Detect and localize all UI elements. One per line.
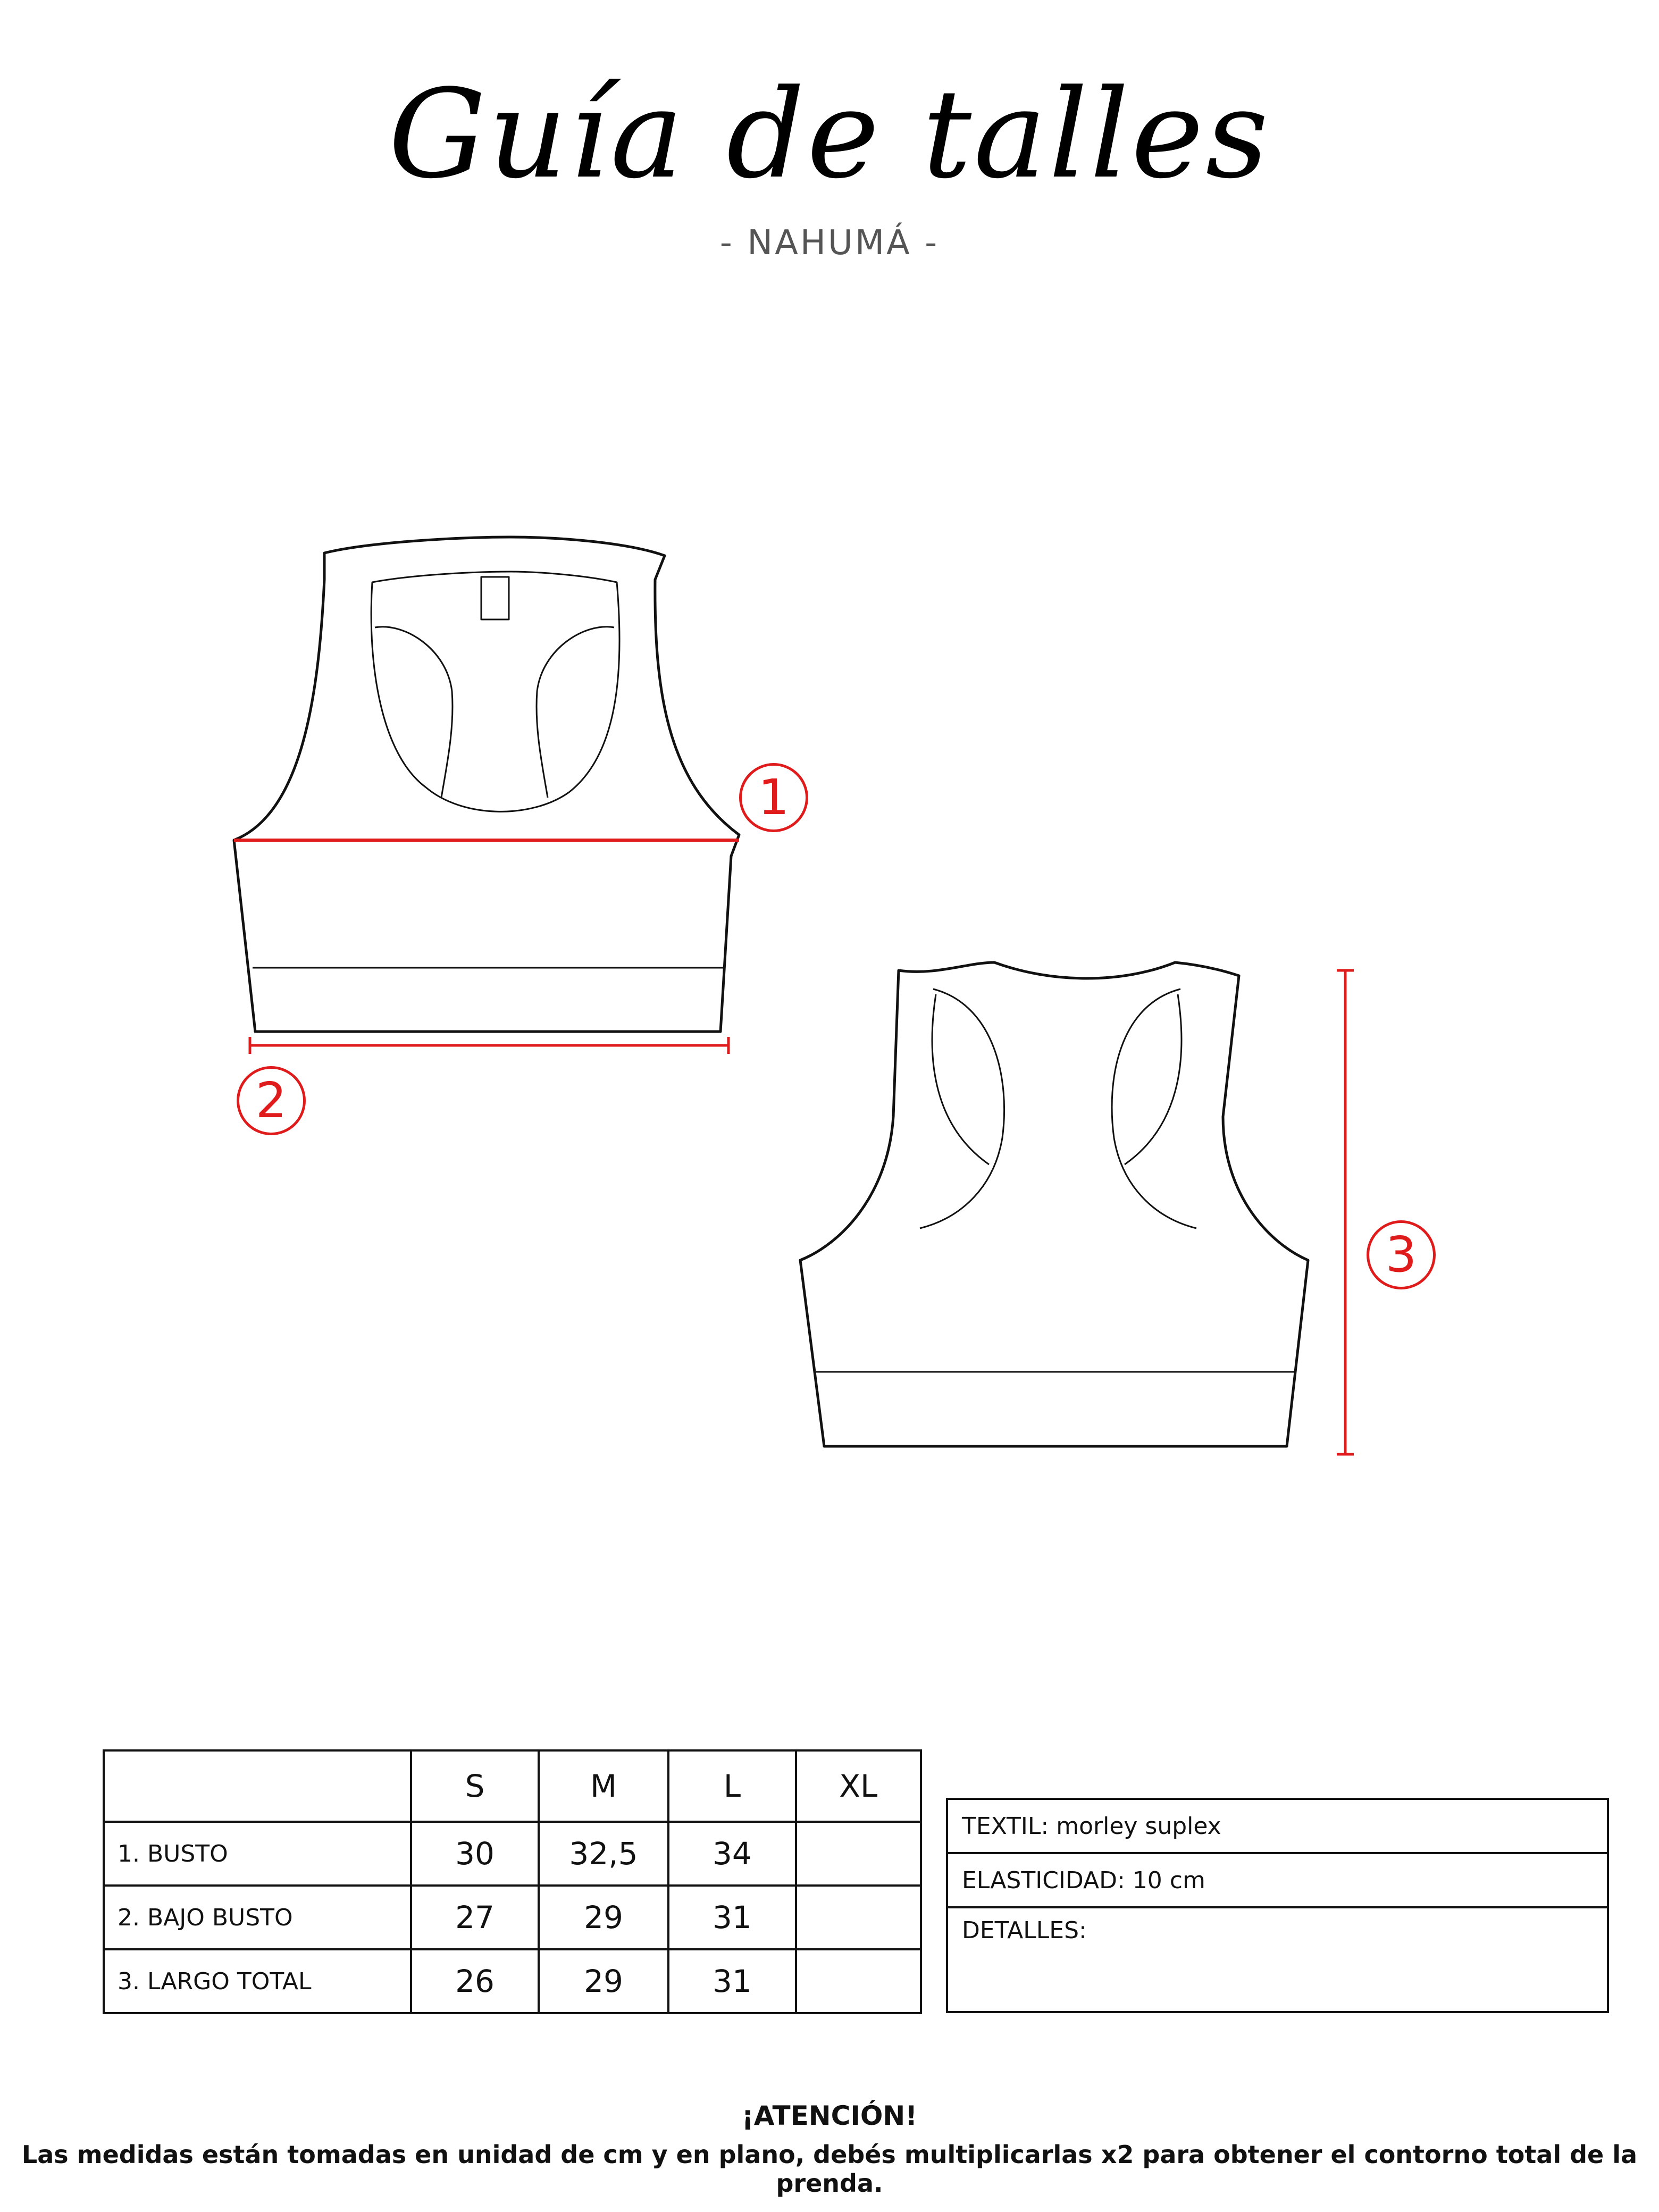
header-cell-blank [104, 1750, 411, 1822]
detalles-info: DETALLES: [947, 1907, 1608, 2012]
brand-subtitle: - NAHUMÁ - [719, 223, 940, 263]
notice-title: ¡ATENCIÓN! [741, 2100, 918, 2131]
cell-value: 34 [668, 1822, 795, 1886]
table-row [947, 1907, 1608, 2012]
cell-value: 30 [411, 1822, 538, 1886]
row-label: 2. BAJO BUSTO [104, 1886, 411, 1949]
front-top-drawing [234, 537, 739, 1032]
size-table [103, 1749, 922, 2014]
cell-value: 31 [668, 1886, 795, 1949]
header-cell-l: L [668, 1750, 795, 1822]
textil-info: TEXTIL: morley suplex [947, 1799, 1608, 1853]
table-row [104, 1886, 921, 1949]
row-label: 3. LARGO TOTAL [104, 1949, 411, 2013]
cell-value: 32,5 [539, 1822, 669, 1886]
underbust-measure-line [250, 1037, 728, 1054]
table-row [947, 1799, 1608, 1853]
length-marker: 3 [1367, 1220, 1436, 1289]
cell-value [796, 1886, 921, 1949]
header-cell-m: M [539, 1750, 669, 1822]
back-top-drawing [800, 962, 1308, 1446]
cell-value: 31 [668, 1949, 795, 2013]
fabric-info-table [946, 1798, 1609, 2013]
page-title: Guía de talles [388, 64, 1271, 206]
size-header-row [104, 1750, 921, 1822]
table-row [104, 1949, 921, 2013]
cell-value: 26 [411, 1949, 538, 2013]
bust-marker: 1 [739, 763, 808, 832]
table-row [104, 1822, 921, 1886]
cell-value [796, 1822, 921, 1886]
cell-value: 29 [539, 1886, 669, 1949]
cell-value [796, 1949, 921, 2013]
length-measure-line [1337, 970, 1354, 1454]
elasticidad-info: ELASTICIDAD: 10 cm [947, 1853, 1608, 1907]
header-cell-s: S [411, 1750, 538, 1822]
table-row [947, 1853, 1608, 1907]
underbust-marker: 2 [237, 1066, 306, 1135]
notice-text: Las medidas están tomadas en unidad de cm y en plano, debés multiplicarlas x2 para obtener el contorno total de la prenda. [21, 2140, 1638, 2198]
row-label: 1. BUSTO [104, 1822, 411, 1886]
cell-value: 29 [539, 1949, 669, 2013]
header-cell-xl: XL [796, 1750, 921, 1822]
cell-value: 27 [411, 1886, 538, 1949]
